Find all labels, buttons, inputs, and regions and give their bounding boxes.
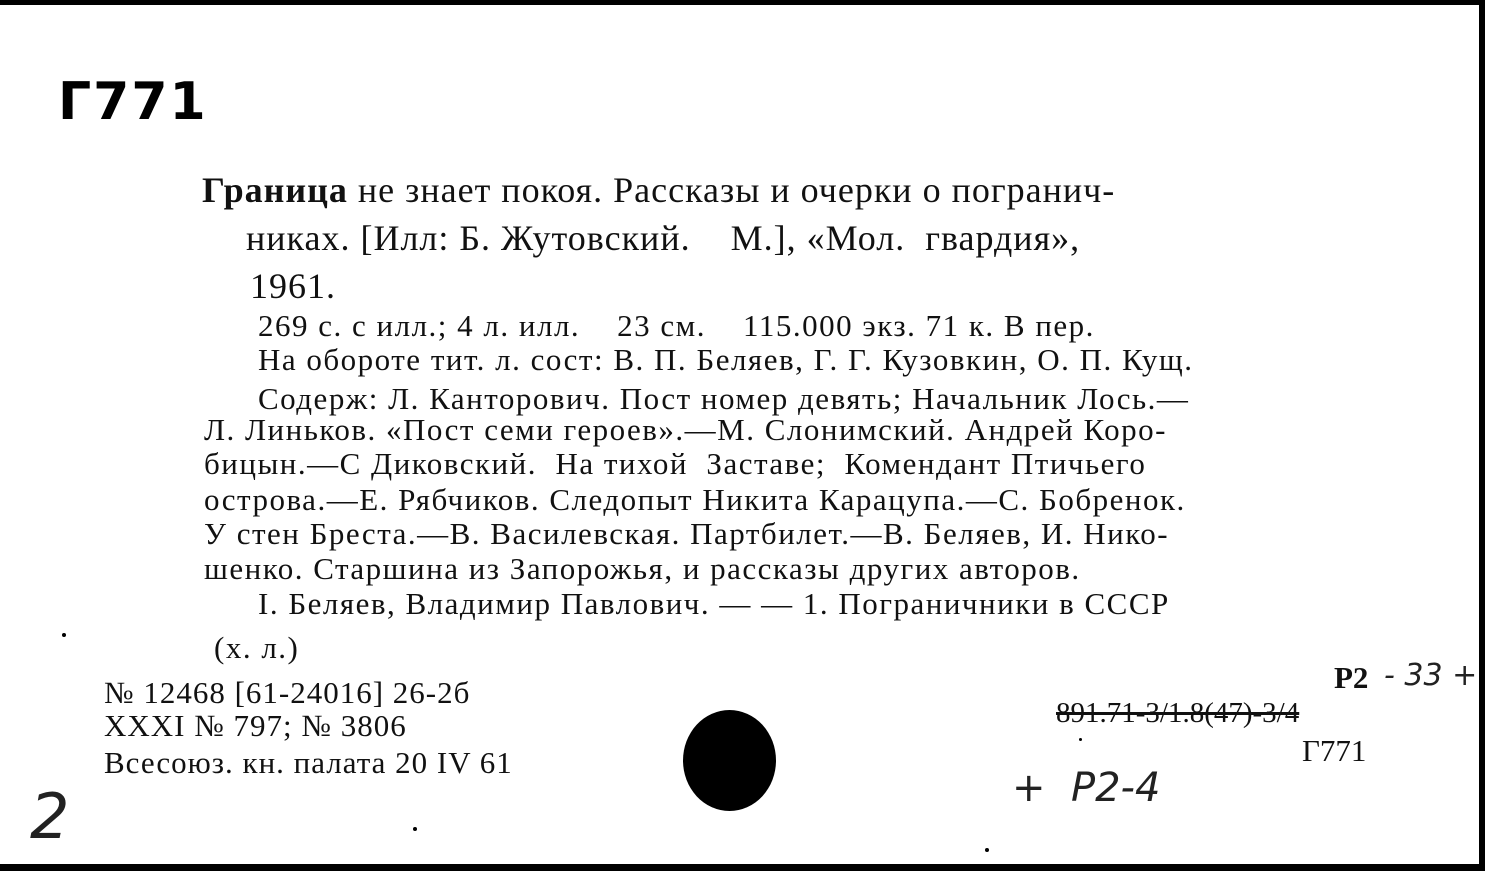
- title-lead-word: Граница: [202, 170, 348, 210]
- ink-speck: [413, 827, 417, 831]
- imprint-line-3: Всесоюз. кн. палата 20 IV 61: [104, 745, 513, 780]
- call-number-bottom: Г771: [1302, 733, 1367, 768]
- handwritten-mark: 2: [30, 780, 70, 853]
- title-line-3: 1961.: [250, 266, 336, 306]
- note-line-6: У стен Бреста.—В. Василевская. Партбилет.—В. Беляев, И. Нико-: [204, 516, 1170, 551]
- note-line-1: На обороте тит. л. сост: В. П. Беляев, Г. Г. Кузовкин, О. П. Кущ.: [258, 342, 1194, 377]
- note-line-2: Содерж: Л. Канторович. Пост номер девять; Начальник Лось.—: [258, 381, 1190, 416]
- call-number: Г771: [58, 72, 208, 132]
- card-bottom-border: [0, 864, 1485, 871]
- note-line-4: бицын.—С Диковский. На тихой Заставе; Комендант Птичьего: [204, 446, 1147, 481]
- collation-line: 269 с. с илл.; 4 л. илл. 23 см. 115.000 экз. 71 к. В пер.: [258, 308, 1095, 343]
- title-line-1: [202, 172, 1377, 208]
- card-right-border: [1479, 0, 1485, 871]
- class-code-handwritten: - 33 +: [1384, 658, 1478, 693]
- note-line-7: шенко. Старшина из Запорожья, и рассказы других авторов.: [204, 551, 1081, 586]
- tracing-line-1: I. Беляев, Владимир Павлович. — — 1. Пограничники в СССР: [258, 586, 1170, 621]
- punch-hole: [683, 710, 776, 811]
- note-line-3: Л. Линьков. «Пост семи героев».—М. Слонимский. Андрей Коро-: [204, 412, 1167, 447]
- imprint-line-2: XXXI № 797; № 3806: [104, 708, 407, 743]
- ink-speck: [1079, 738, 1082, 741]
- card-top-border: [0, 0, 1485, 5]
- title-line-2: никах. [Илл: Б. Жутовский. М.], «Мол. гвардия»,: [246, 218, 1081, 258]
- handwritten-note: + Р2-4: [1012, 765, 1161, 811]
- ink-speck: [985, 848, 989, 852]
- title-text: не знает покоя. Рассказы и очерки о погранич-: [347, 170, 1116, 210]
- note-line-5: острова.—Е. Рябчиков. Следопыт Никита Карацупа.—С. Бобренок.: [204, 482, 1186, 517]
- imprint-line-1: № 12468 [61-24016] 26-2б: [104, 675, 471, 710]
- ink-speck: [62, 633, 66, 637]
- udc-code-crossed: 891.71-3/1.8(47)-3/4: [1056, 697, 1300, 729]
- class-code: Р2: [1334, 660, 1369, 695]
- tracing-line-2: (х. л.): [214, 630, 300, 665]
